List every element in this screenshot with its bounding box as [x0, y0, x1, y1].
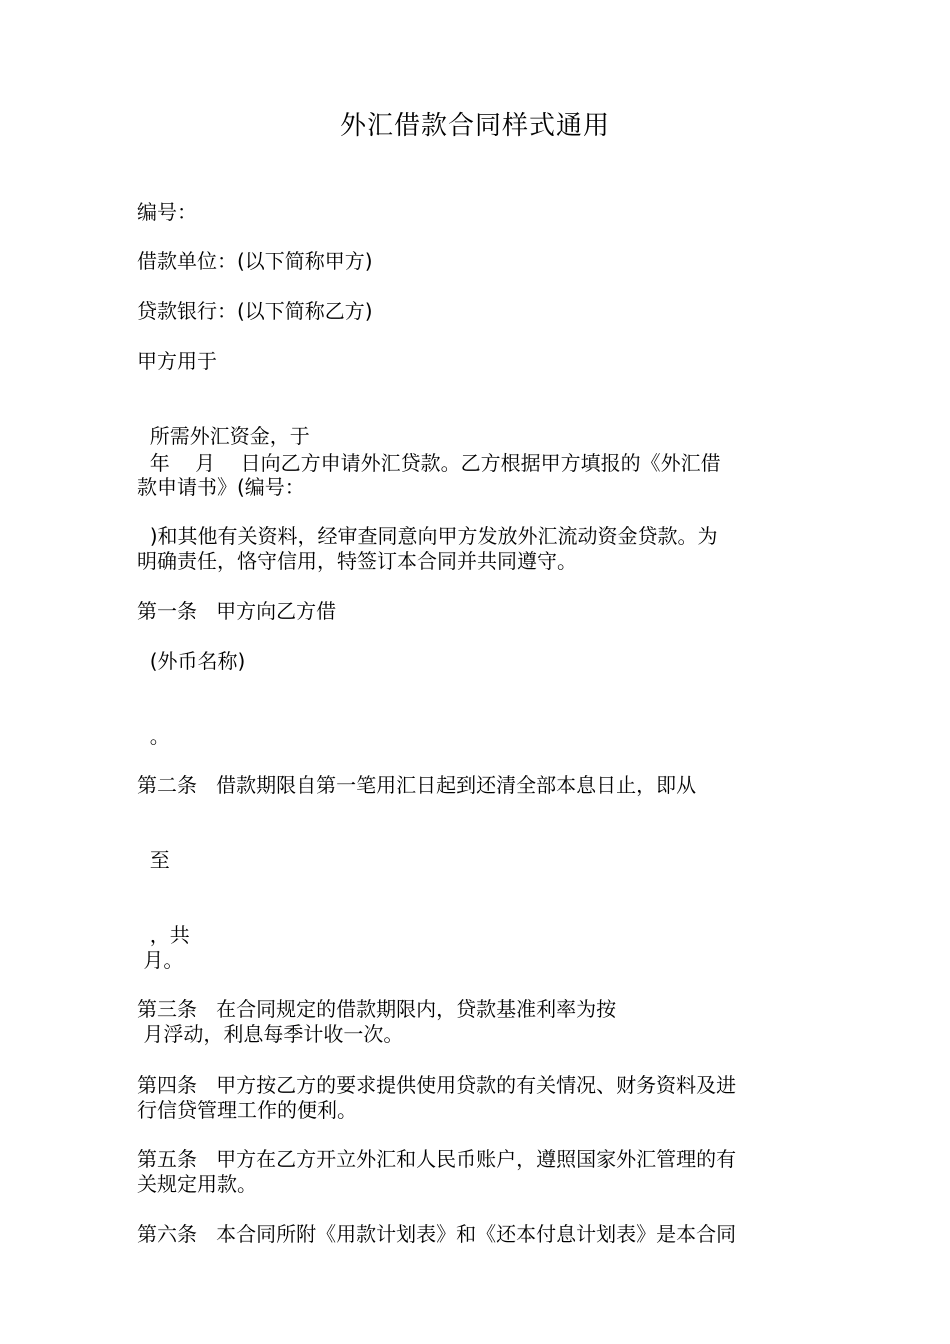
- borrower-line: 借款单位：(以下简称甲方): [137, 249, 373, 273]
- intro-paragraph-line-5: 明确责任，恪守信用，特签订本合同并共同遵守。: [137, 549, 577, 573]
- document-title: 外汇借款合同样式通用: [339, 111, 610, 141]
- purpose-line: 甲方用于: [137, 349, 217, 373]
- article-1-currency-line: (外币名称): [137, 649, 246, 673]
- article-2-total-line: ，共: [137, 923, 190, 947]
- article-3-line-1: 第三条 在合同规定的借款期限内，贷款基准利率为按: [137, 997, 617, 1021]
- intro-paragraph-line-4: )和其他有关资料，经审查同意向甲方发放外汇流动资金贷款。为: [137, 524, 718, 548]
- article-1-line: 第一条 甲方向乙方借: [137, 599, 337, 623]
- article-2-line: 第二条 借款期限自第一笔用汇日起到还清全部本息日止，即从: [137, 773, 697, 797]
- article-2-months-line: 月。: [137, 948, 184, 972]
- article-3-line-2: 月浮动，利息每季计收一次。: [137, 1022, 404, 1046]
- article-6-line-1: 第六条 本合同所附《用款计划表》和《还本付息计划表》是本合同: [137, 1222, 737, 1246]
- contract-number-line: 编号：: [137, 200, 197, 224]
- intro-paragraph-line-3: 款申请书》(编号：: [137, 475, 305, 499]
- intro-paragraph-line-2: 年 月 日向乙方申请外汇贷款。乙方根据甲方填报的《外汇借: [137, 451, 721, 475]
- article-4-line-1: 第四条 甲方按乙方的要求提供使用贷款的有关情况、财务资料及进: [137, 1073, 737, 1097]
- article-2-to-line: 至: [137, 848, 170, 872]
- article-5-line-2: 关规定用款。: [137, 1172, 257, 1196]
- lender-line: 贷款银行：(以下简称乙方): [137, 299, 373, 323]
- article-5-line-1: 第五条 甲方在乙方开立外汇和人民币账户，遵照国家外汇管理的有: [137, 1147, 737, 1171]
- intro-paragraph-line-1: 所需外汇资金，于: [137, 424, 310, 448]
- article-1-end-line: 。: [137, 724, 170, 748]
- article-4-line-2: 行信贷管理工作的便利。: [137, 1098, 357, 1122]
